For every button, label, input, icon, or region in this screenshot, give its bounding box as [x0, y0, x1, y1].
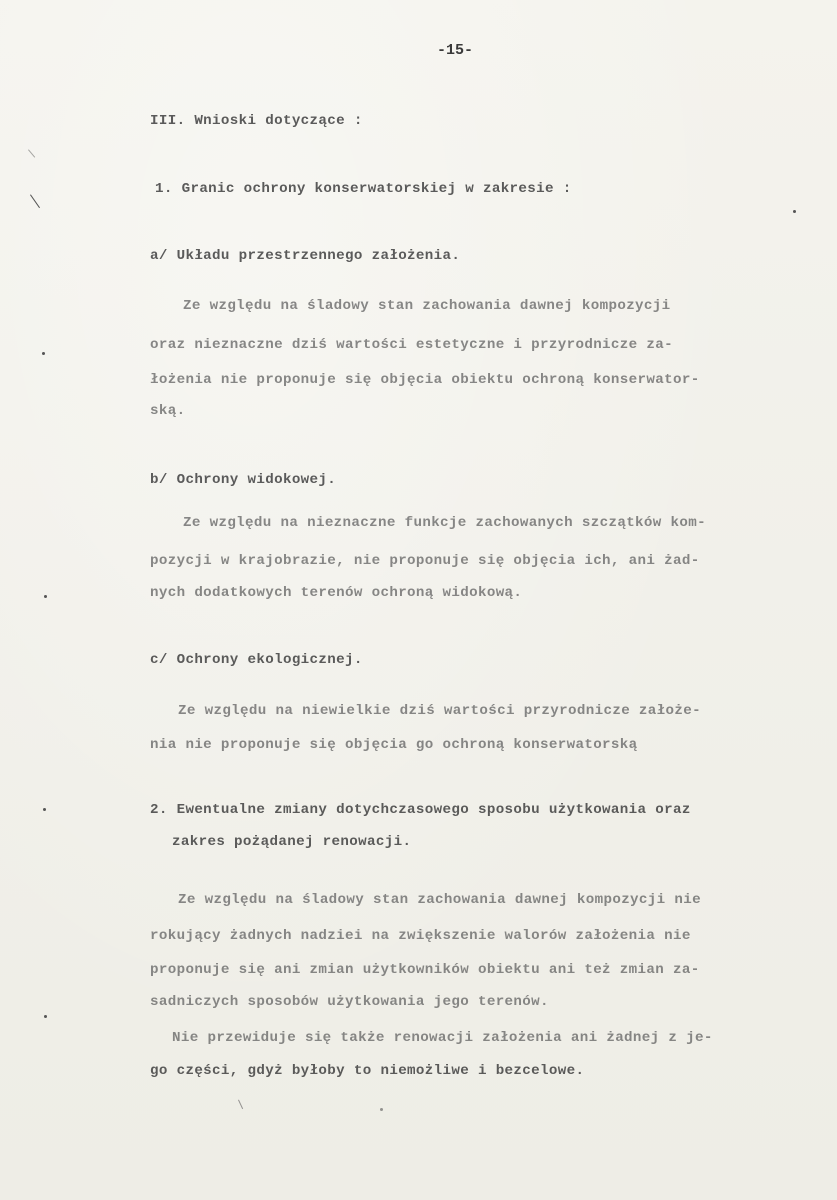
- subsection-c-heading: c/ Ochrony ekologicznej.: [150, 652, 363, 668]
- paper-speck: [43, 808, 46, 811]
- paper-scratch: [238, 1100, 243, 1109]
- paragraph-b-line-3: nych dodatkowych terenów ochroną widokową.: [150, 585, 523, 601]
- paragraph-a-line-4: ską.: [150, 403, 186, 419]
- paragraph-2b-line-1: Nie przewiduje się także renowacji założenia ani żadnej z je-: [172, 1030, 713, 1046]
- page-number: -15-: [437, 42, 474, 59]
- paper-speck: [42, 352, 45, 355]
- paper-scratch: [28, 149, 35, 157]
- paper-speck: [44, 1015, 47, 1018]
- paragraph-a-line-3: łożenia nie proponuje się objęcia obiektu ochroną konserwator-: [150, 372, 700, 388]
- paragraph-b-line-2: pozycji w krajobrazie, nie proponuje się objęcia ich, ani żad-: [150, 553, 700, 569]
- paragraph-2a-line-2: rokujący żadnych nadziei na zwiększenie walorów założenia nie: [150, 928, 691, 944]
- paper-speck: [44, 595, 47, 598]
- item2-heading-line-1: 2. Ewentualne zmiany dotychczasowego sposobu użytkowania oraz: [150, 802, 691, 818]
- paragraph-2a-line-1: Ze względu na śladowy stan zachowania dawnej kompozycji nie: [178, 892, 701, 908]
- paragraph-b-line-1: Ze względu na nieznaczne funkcje zachowanych szczątków kom-: [183, 515, 706, 531]
- paragraph-2a-line-4: sadniczych sposobów użytkowania jego terenów.: [150, 994, 549, 1010]
- paragraph-a-line-1: Ze względu na śladowy stan zachowania dawnej kompozycji: [183, 298, 671, 314]
- subsection-b-heading: b/ Ochrony widokowej.: [150, 472, 337, 488]
- paper-scratch: [30, 194, 40, 208]
- paragraph-2a-line-3: proponuje się ani zmian użytkowników obiektu ani też zmian za-: [150, 962, 700, 978]
- paragraph-c-line-1: Ze względu na niewielkie dziś wartości przyrodnicze założe-: [178, 703, 701, 719]
- subsection-a-heading: a/ Układu przestrzennego założenia.: [150, 248, 461, 264]
- paper-speck: [380, 1108, 383, 1111]
- section-title: III. Wnioski dotyczące :: [150, 113, 363, 129]
- paragraph-a-line-2: oraz nieznaczne dziś wartości estetyczne i przyrodnicze za-: [150, 337, 673, 353]
- item2-heading-line-2: zakres pożądanej renowacji.: [172, 834, 412, 850]
- paragraph-2b-line-2: go części, gdyż byłoby to niemożliwe i bezcelowe.: [150, 1063, 585, 1079]
- paragraph-c-line-2: nia nie proponuje się objęcia go ochroną konserwatorską: [150, 737, 638, 753]
- item1-heading: 1. Granic ochrony konserwatorskiej w zakresie :: [155, 181, 572, 197]
- paper-speck: [793, 210, 796, 213]
